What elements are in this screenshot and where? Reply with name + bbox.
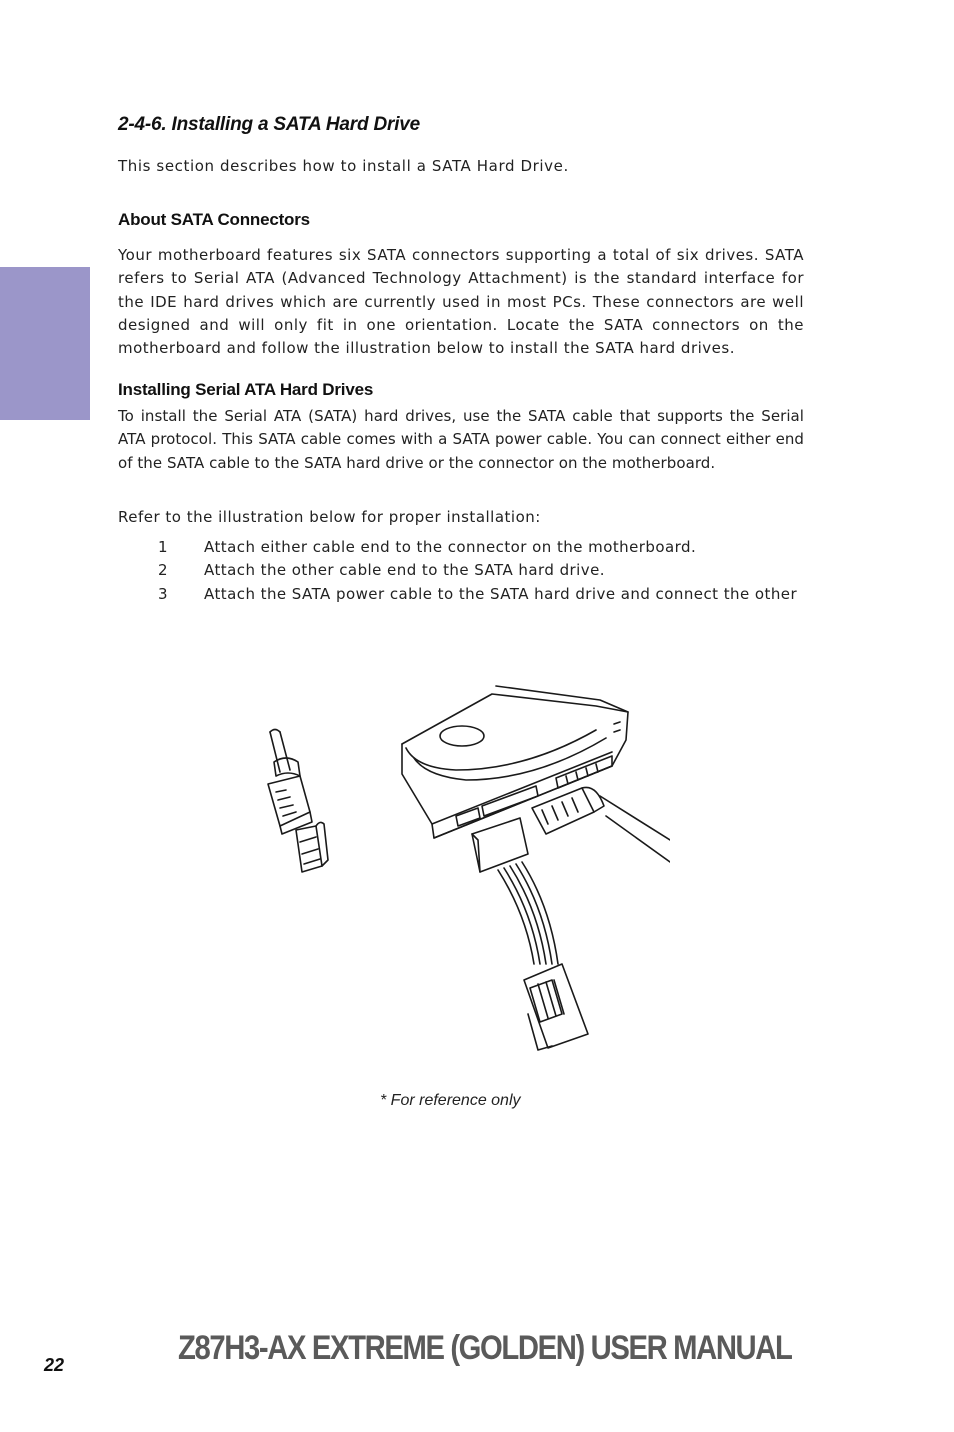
step-text: Attach the SATA power cable to the SATA hard drive and connect the other: [204, 585, 798, 603]
installing-sata-paragraph: To install the Serial ATA (SATA) hard drives, use the SATA cable that supports the Serial ATA protocol. This SATA cable comes with a SATA power cable. You can connect either end of the SATA cable to the SATA hard drive or the connector on the motherboard.: [118, 407, 804, 472]
sata-installation-illustration: [266, 684, 670, 1074]
step-item: [0, 538, 954, 561]
step-text: Attach either cable end to the connector on the motherboard.: [204, 538, 697, 556]
about-sata-paragraph: Your motherboard features six SATA connectors supporting a total of six drives. SATA refers to Serial ATA (Advanced Technology Attachment) is the standard interface for the IDE hard drives which are currently used in most PCs. These connectors are well designed and will only fit in one orientation. Locate the SATA connectors on the motherboard and follow the illustration below to install the SATA hard drives.: [118, 246, 804, 358]
refer-instruction: Refer to the illustration below for proper installation:: [118, 508, 541, 526]
step-text: Attach the other cable end to the SATA hard drive.: [204, 561, 605, 579]
installing-sata-heading: Installing Serial ATA Hard Drives: [118, 380, 374, 399]
step-number: 2: [158, 561, 168, 579]
step-number: 3: [158, 585, 168, 603]
sata-power-cable-drawing: [472, 818, 588, 1050]
manual-title: Z87H3-AX EXTREME (GOLDEN) USER MANUAL: [178, 1329, 792, 1367]
sata-data-connector-drawing: [532, 787, 670, 862]
section-title: 2-4-6. Installing a SATA Hard Drive: [118, 114, 421, 135]
figure-caption: * For reference only: [380, 1092, 521, 1109]
step-item: [0, 585, 954, 608]
about-sata-heading: About SATA Connectors: [118, 210, 310, 229]
sata-data-cable-end-drawing: [268, 730, 328, 873]
hard-drive-drawing: [402, 686, 628, 838]
section-intro: This section describes how to install a SATA Hard Drive.: [118, 157, 569, 175]
page-number: 22: [44, 1355, 65, 1375]
step-number: 1: [158, 538, 168, 556]
step-item: [0, 561, 954, 584]
chapter-side-tab: [0, 267, 90, 420]
